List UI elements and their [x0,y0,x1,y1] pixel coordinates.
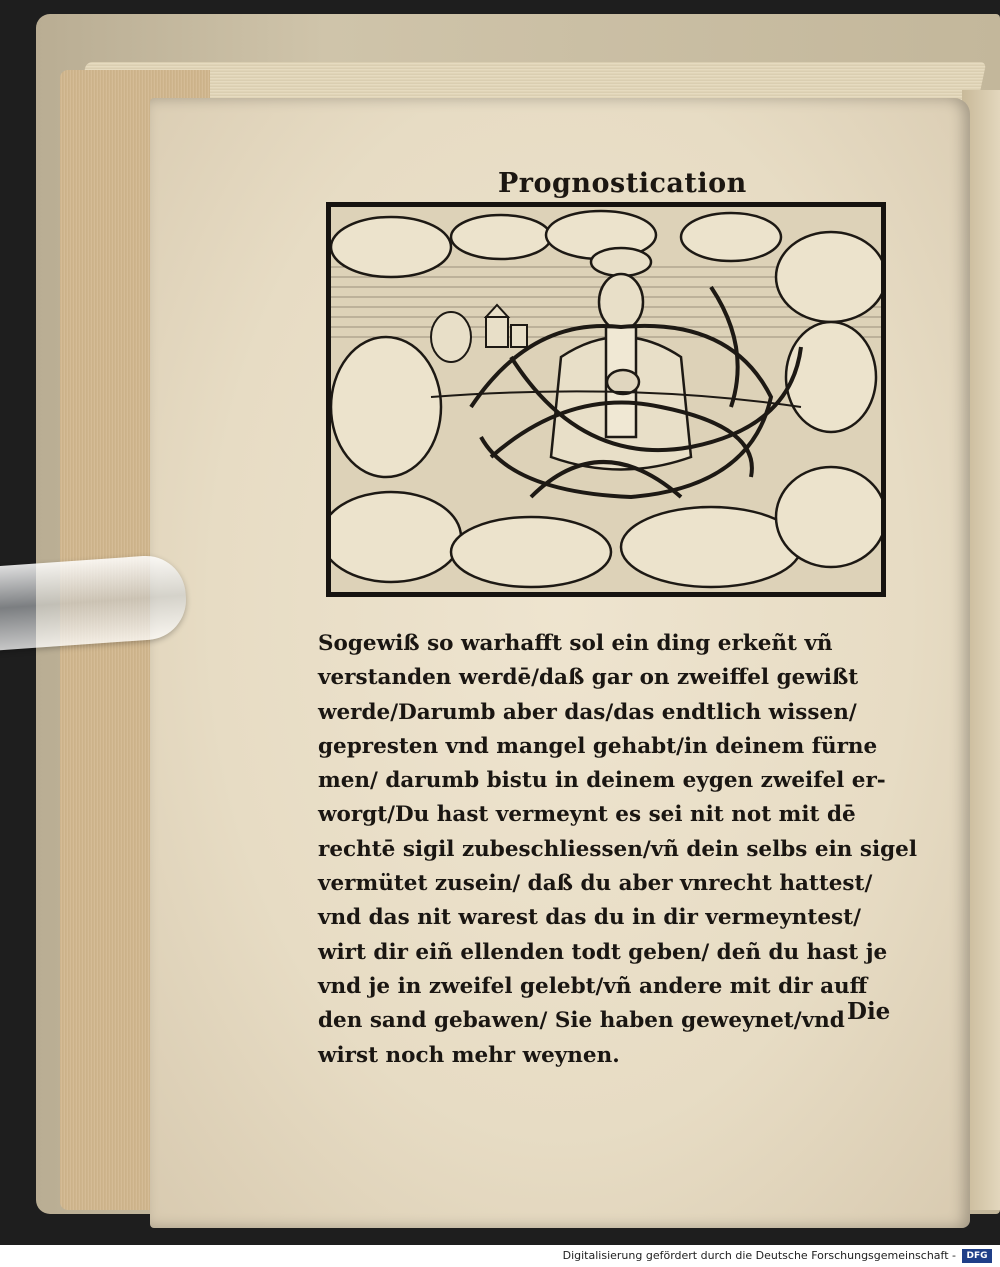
funding-credit: Digitalisierung gefördert durch die Deutsche Forschungsgemeinschaft - [562,1249,956,1262]
text-line: verstanden werdē/daß gar on zweiffel gewißt [318,665,859,691]
text-line: Sogewiß so warhafft sol ein ding erkeñt vñ [318,631,833,656]
text-line: wirst noch mehr weynen. [318,1042,620,1068]
text-line: den sand gebawen/ Sie haben geweynet/vnd [318,1008,845,1034]
woodcut-drawing [331,207,881,592]
glass-page-holder [0,553,189,650]
page-heading: Prognostication [498,168,747,199]
dfg-logo: DFG [962,1249,992,1263]
text-line: gepresten vnd mangel gehabt/in deinem fürne [318,733,878,759]
text-line: vnd je in zweifel gelebt/vñ andere mit dir auff [318,973,868,999]
text-line: vnd das nit warest das du in dir vermeyntest/ [318,905,861,931]
body-text [318,627,918,1073]
catchword: Die [847,998,891,1025]
text-line: wirt dir eiñ ellenden todt geben/ deñ du hast je [318,939,888,965]
woodcut-illustration [326,202,886,597]
text-line: worgt/Du hast vermeynt es sei nit not mit dē [318,802,856,828]
text-line: werde/Darumb aber das/das endtlich wissen/ [318,699,857,725]
footer-bar [0,1245,1000,1267]
text-line: rechtē sigil zubeschliessen/vñ dein selbs ein sigel [318,836,918,862]
text-line: men/ darumb bistu in deinem eygen zweifel er- [318,768,886,794]
text-line: vermütet zusein/ daß du aber vnrecht hattest/ [318,871,873,897]
